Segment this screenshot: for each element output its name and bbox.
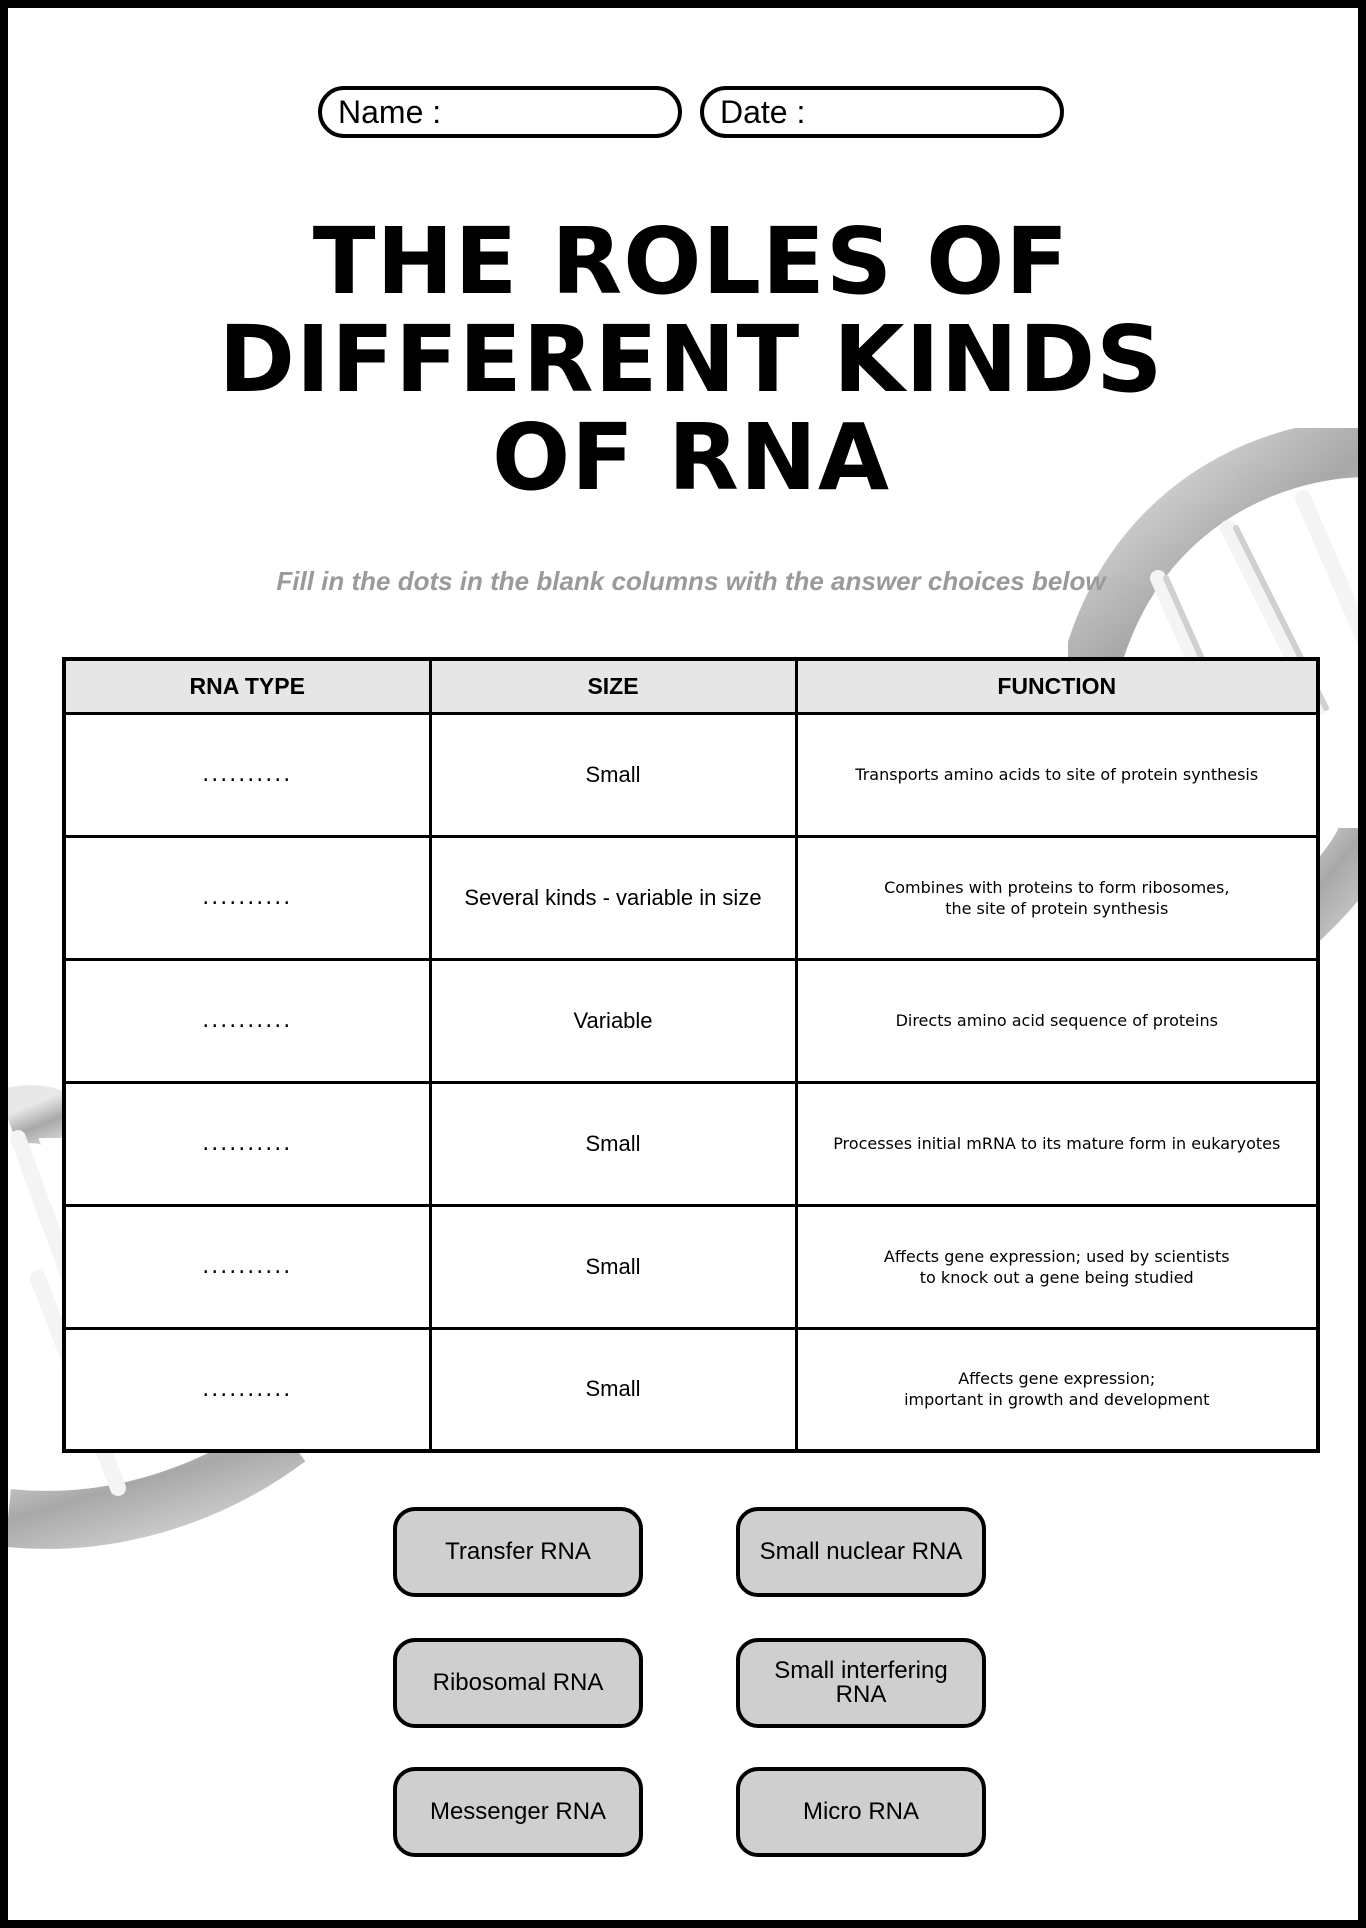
function-line: Affects gene expression; used by scientists [883, 1246, 1230, 1266]
rna-type-blank[interactable]: .......... [64, 1205, 430, 1328]
choice-transfer-rna[interactable]: Transfer RNA [393, 1507, 643, 1597]
title-line: OF RNA [491, 404, 891, 511]
choice-messenger-rna[interactable]: Messenger RNA [393, 1767, 643, 1857]
function-line: the site of protein synthesis [945, 898, 1169, 918]
choice-small-interfering-rna[interactable]: Small interfering RNA [736, 1638, 986, 1728]
size-cell: Small [430, 713, 796, 836]
date-label: Date : [720, 93, 806, 130]
rna-type-blank[interactable]: .......... [64, 959, 430, 1082]
size-cell: Small [430, 1205, 796, 1328]
function-line: Combines with proteins to form ribosomes, [884, 877, 1230, 897]
function-line: to knock out a gene being studied [919, 1267, 1194, 1287]
table-header-row [64, 659, 1318, 713]
size-cell: Small [430, 1082, 796, 1205]
header-rna-type: RNA TYPE [64, 659, 430, 713]
rna-type-blank[interactable]: .......... [64, 713, 430, 836]
function-cell [796, 713, 1318, 836]
size-cell: Variable [430, 959, 796, 1082]
function-line: Processes initial mRNA to its mature form in eukaryotes [833, 1134, 1281, 1153]
table-row [64, 836, 1318, 959]
function-line: important in growth and development [904, 1390, 1210, 1410]
title-line: THE ROLES OF [312, 208, 1070, 315]
table-row [64, 713, 1318, 836]
table-row [64, 959, 1318, 1082]
title-line: DIFFERENT KINDS [218, 306, 1164, 413]
table-row [64, 1082, 1318, 1205]
function-line: Transports amino acids to site of protein synthesis [855, 765, 1259, 784]
function-line: Affects gene expression; [958, 1369, 1156, 1389]
name-label: Name : [338, 93, 442, 130]
choice-small-nuclear-rna[interactable]: Small nuclear RNA [736, 1507, 986, 1597]
size-cell: Several kinds - variable in size [430, 836, 796, 959]
date-field[interactable] [700, 86, 1064, 138]
function-cell [796, 1082, 1318, 1205]
table-row [64, 1328, 1318, 1451]
size-cell: Small [430, 1328, 796, 1451]
rna-type-blank[interactable]: .......... [64, 1082, 430, 1205]
header-function: FUNCTION [796, 659, 1318, 713]
choice-micro-rna[interactable]: Micro RNA [736, 1767, 986, 1857]
rna-type-blank[interactable]: .......... [64, 1328, 430, 1451]
header-size: SIZE [430, 659, 796, 713]
table-row [64, 1205, 1318, 1328]
choice-ribosomal-rna[interactable]: Ribosomal RNA [393, 1638, 643, 1728]
function-cell [796, 959, 1318, 1082]
function-cell [796, 1328, 1318, 1451]
name-field[interactable] [318, 86, 682, 138]
instruction-text: Fill in the dots in the blank columns with the answer choices below [276, 566, 1106, 596]
function-cell [796, 836, 1318, 959]
rna-type-blank[interactable]: .......... [64, 836, 430, 959]
function-cell [796, 1205, 1318, 1328]
function-line: Directs amino acid sequence of proteins [895, 1011, 1218, 1030]
page-title [8, 208, 1366, 511]
rna-table [62, 657, 1320, 1453]
